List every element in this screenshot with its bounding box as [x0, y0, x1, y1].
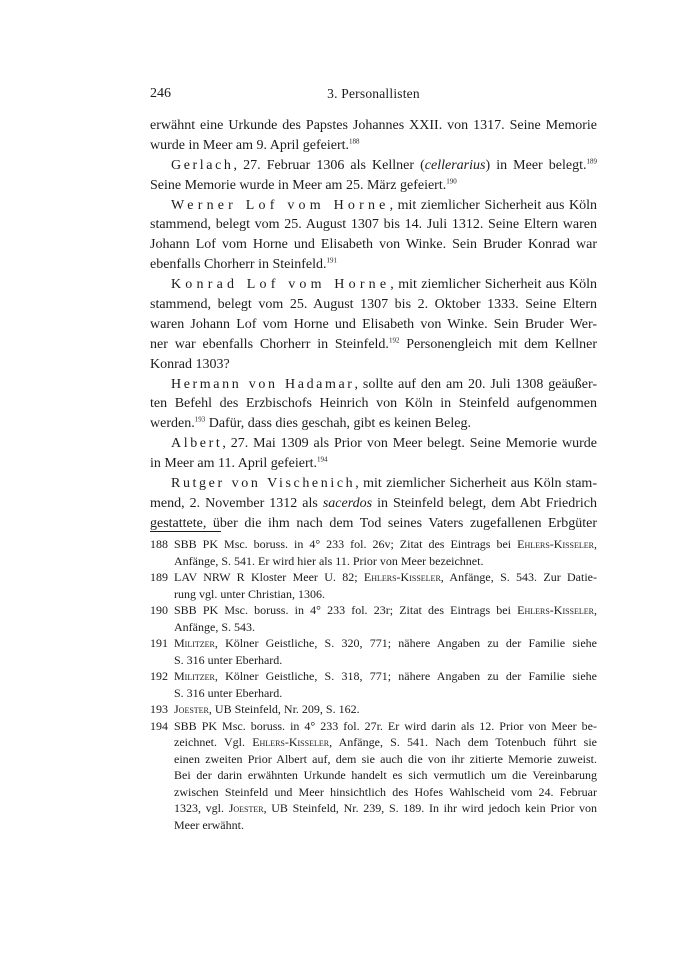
text-run: , sollte auf den am 20. Juli 1308 geäußer-	[354, 376, 597, 392]
text-line	[150, 434, 597, 454]
text-line	[150, 136, 597, 156]
footnote-line	[174, 619, 597, 636]
person-name: Hermann von Hadamar	[171, 376, 355, 392]
text-run: S. 316 unter Eberhard.	[174, 685, 283, 700]
text-line	[150, 196, 597, 216]
text-run: gestattete, über die ihm nach dem Tod seines Vaters zugefallenen Erbgüter	[150, 515, 597, 531]
text-run: wurde in Meer am 9. April gefeiert.	[150, 137, 350, 153]
footnote-number: 193	[150, 702, 168, 716]
italic-term: sacerdos	[322, 495, 373, 511]
person-name: Werner Lof vom Horne	[171, 197, 390, 213]
text-run: Johann Lof vom Horne und Elisabeth von Winke. Sein Bruder Konrad war	[150, 237, 597, 253]
footnote-text	[174, 569, 597, 602]
footnote-line	[174, 767, 597, 784]
author-name: Militzer	[174, 669, 215, 683]
text-run: Personengleich mit dem Kellner	[399, 336, 597, 352]
text-run: Anfänge, S. 541. Er wird hier als 11. Prior von Meer bezeichnet.	[174, 553, 484, 568]
text-line	[150, 275, 597, 295]
text-line	[150, 176, 597, 196]
text-run: mend, 2. November 1312 als	[150, 495, 323, 511]
text-run: Konrad 1303?	[150, 356, 230, 372]
footnote-line	[174, 553, 597, 570]
footnote-ref: 190	[446, 177, 457, 186]
text-line	[150, 295, 597, 315]
footnote-ref: 188	[349, 137, 360, 146]
text-line	[150, 494, 597, 514]
text-run: , Kölner Geistliche, S. 320, 771; nähere Angaben zu der Familie siehe	[214, 636, 597, 650]
footnote-text	[174, 718, 597, 834]
text-run: stammend, belegt vom 25. August 1307 bis 2. Oktober 1333. Seine Eltern	[150, 297, 597, 313]
text-run: zeichnet. Vgl.	[174, 735, 253, 749]
body-text	[150, 116, 597, 534]
text-run: Meer erwähnt.	[174, 817, 244, 832]
footnote-ref: 193	[194, 415, 206, 424]
text-line	[150, 474, 597, 494]
footnote-line	[174, 668, 597, 685]
author-name: Militzer	[174, 636, 215, 650]
text-run: ner war ebenfalls Chorherr in Steinfeld.	[150, 336, 389, 352]
footnote-text	[174, 668, 597, 701]
person-name: Konrad Lof vom Horne	[171, 277, 391, 293]
footnote-number: 194	[150, 718, 168, 733]
text-run: , Anfänge, S. 543. Zur Datie-	[440, 570, 597, 584]
text-line	[150, 116, 597, 136]
text-run: ebenfalls Chorherr in Steinfeld.	[150, 257, 327, 273]
author-name: Joester	[228, 801, 264, 815]
text-run: , mit ziemlicher Sicherheit aus Köln	[389, 197, 598, 213]
footnote-line	[174, 800, 597, 817]
footnote-number: 191	[150, 636, 168, 650]
text-run: ,	[594, 603, 597, 617]
italic-term: cellerarius	[424, 157, 486, 173]
author-name: Ehlers-Kisseler	[363, 570, 441, 584]
text-line	[150, 235, 597, 255]
footnote-rule	[150, 531, 221, 532]
author-name: Ehlers-Kisseler	[517, 603, 594, 617]
footnote	[150, 701, 597, 718]
text-line	[150, 215, 597, 235]
text-line	[150, 454, 597, 474]
text-run: rung vgl. unter Christian, 1306.	[174, 586, 325, 601]
text-run: Dafür, dass dies geschah, gibt es keinen Beleg.	[205, 416, 471, 432]
text-run: SBB PK Msc. boruss. in 4° 233 fol. 26v; Zitat des Eintrags bei	[174, 537, 518, 551]
footnote-number: 188	[150, 537, 168, 551]
footnote-line	[174, 718, 597, 735]
footnote-line	[174, 751, 597, 768]
text-line	[150, 255, 597, 275]
text-run: einen zweiten Prior Albert auf, dem sie auch die von ihr zitierte Memorie zuweist.	[174, 751, 597, 766]
footnote	[150, 602, 597, 635]
footnote-number: 190	[150, 603, 168, 617]
text-run: Seine Memorie wurde in Meer am 25. März gefeiert.	[150, 177, 447, 193]
text-line	[150, 355, 597, 375]
footnote-ref: 192	[388, 336, 400, 345]
text-run: erwähnt eine Urkunde des Papstes Johannes XXII. von 1317. Seine Memorie	[150, 118, 597, 133]
footnote-line	[174, 817, 597, 834]
text-run: , mit ziemlicher Sicherheit aus Köln	[390, 277, 597, 293]
text-run: , Anfänge, S. 541. Nach dem Totenbuch führt sie	[329, 735, 597, 749]
text-run: zwischen Steinfeld und Meer hinsichtlich des Hofes Wahlscheid vom 24. Februar	[174, 784, 597, 799]
footnote-text	[174, 701, 597, 718]
text-line	[150, 156, 597, 176]
text-run: , UB Steinfeld, Nr. 239, S. 189. In ihr wird jedoch kein Prior von	[263, 801, 597, 815]
text-run: , 27. Februar 1306 als Kellner (	[233, 157, 425, 173]
person-name: Rutger von Vischenich	[171, 476, 356, 492]
footnote-number: 189	[150, 570, 168, 584]
text-line	[150, 394, 597, 414]
footnote-line	[174, 784, 597, 801]
text-run: LAV NRW R Kloster Meer U. 82;	[174, 570, 364, 584]
footnote-line	[174, 701, 597, 718]
author-name: Ehlers-Kisseler	[252, 735, 330, 749]
text-run: in Steinfeld belegt, dem Abt Friedrich	[372, 495, 598, 511]
footnote-ref: 189	[586, 157, 598, 166]
footnote-line	[174, 635, 597, 652]
text-line	[150, 315, 597, 335]
footnote-text	[174, 536, 597, 569]
footnote-number: 192	[150, 669, 168, 683]
text-run: 1323, vgl.	[174, 801, 229, 815]
text-run: S. 316 unter Eberhard.	[174, 652, 283, 667]
text-run: ,	[594, 537, 597, 551]
text-line	[150, 375, 597, 395]
footnote-line	[174, 602, 597, 619]
text-run: , Kölner Geistliche, S. 318, 771; nähere Angaben zu der Familie siehe	[214, 669, 597, 683]
author-name: Joester	[174, 702, 209, 716]
footnote-line	[174, 586, 597, 603]
footnote-line	[174, 685, 597, 702]
footnote-ref: 191	[326, 256, 338, 265]
footnotes	[150, 536, 597, 833]
text-run: SBB PK Msc. boruss. in 4° 233 fol. 27r. Er wird darin als 12. Prior von Meer be-	[174, 718, 597, 733]
footnote-line	[174, 734, 597, 751]
person-name: Gerlach	[171, 157, 234, 173]
text-run: , 27. Mai 1309 als Prior von Meer belegt. Seine Memorie wurde	[222, 436, 597, 452]
text-run: stammend, belegt vom 25. August 1307 bis 14. Juli 1312. Seine Eltern waren	[150, 217, 597, 233]
text-run: werden.	[150, 416, 195, 432]
person-name: Albert	[171, 436, 223, 452]
text-run: SBB PK Msc. boruss. in 4° 233 fol. 23r; Zitat des Eintrags bei	[174, 603, 518, 617]
footnote-line	[174, 652, 597, 669]
text-run: Bei der darin erwähnten Urkunde handelt es sich vermutlich um die Vereinbarung	[174, 768, 597, 782]
footnote	[150, 569, 597, 602]
footnote-ref: 194	[317, 455, 328, 464]
page-header	[150, 86, 597, 106]
author-name: Ehlers-Kisseler	[517, 537, 594, 551]
footnote	[150, 536, 597, 569]
footnote-text	[174, 635, 597, 668]
footnote-line	[174, 569, 597, 586]
text-run: ) in Meer belegt.	[485, 157, 587, 173]
text-run: in Meer am 11. April gefeiert.	[150, 456, 318, 472]
footnote-line	[174, 536, 597, 553]
text-run: , mit ziemlicher Sicherheit aus Köln stam-	[355, 476, 597, 492]
text-run: , UB Steinfeld, Nr. 209, S. 162.	[208, 702, 360, 716]
text-run: Anfänge, S. 543.	[174, 619, 255, 634]
text-run: ten Befehl des Erzbischofs Heinrich von Köln in Steinfeld aufgenommen	[150, 396, 597, 412]
text-line	[150, 335, 597, 355]
running-head: 3. Personallisten	[327, 86, 420, 101]
text-line	[150, 414, 597, 434]
footnote-text	[174, 602, 597, 635]
footnote	[150, 635, 597, 668]
footnote	[150, 668, 597, 701]
text-run: waren Johann Lof vom Horne und Elisabeth von Winke. Sein Bruder Wer-	[150, 316, 597, 332]
page-number: 246	[150, 86, 171, 101]
footnote	[150, 718, 597, 834]
